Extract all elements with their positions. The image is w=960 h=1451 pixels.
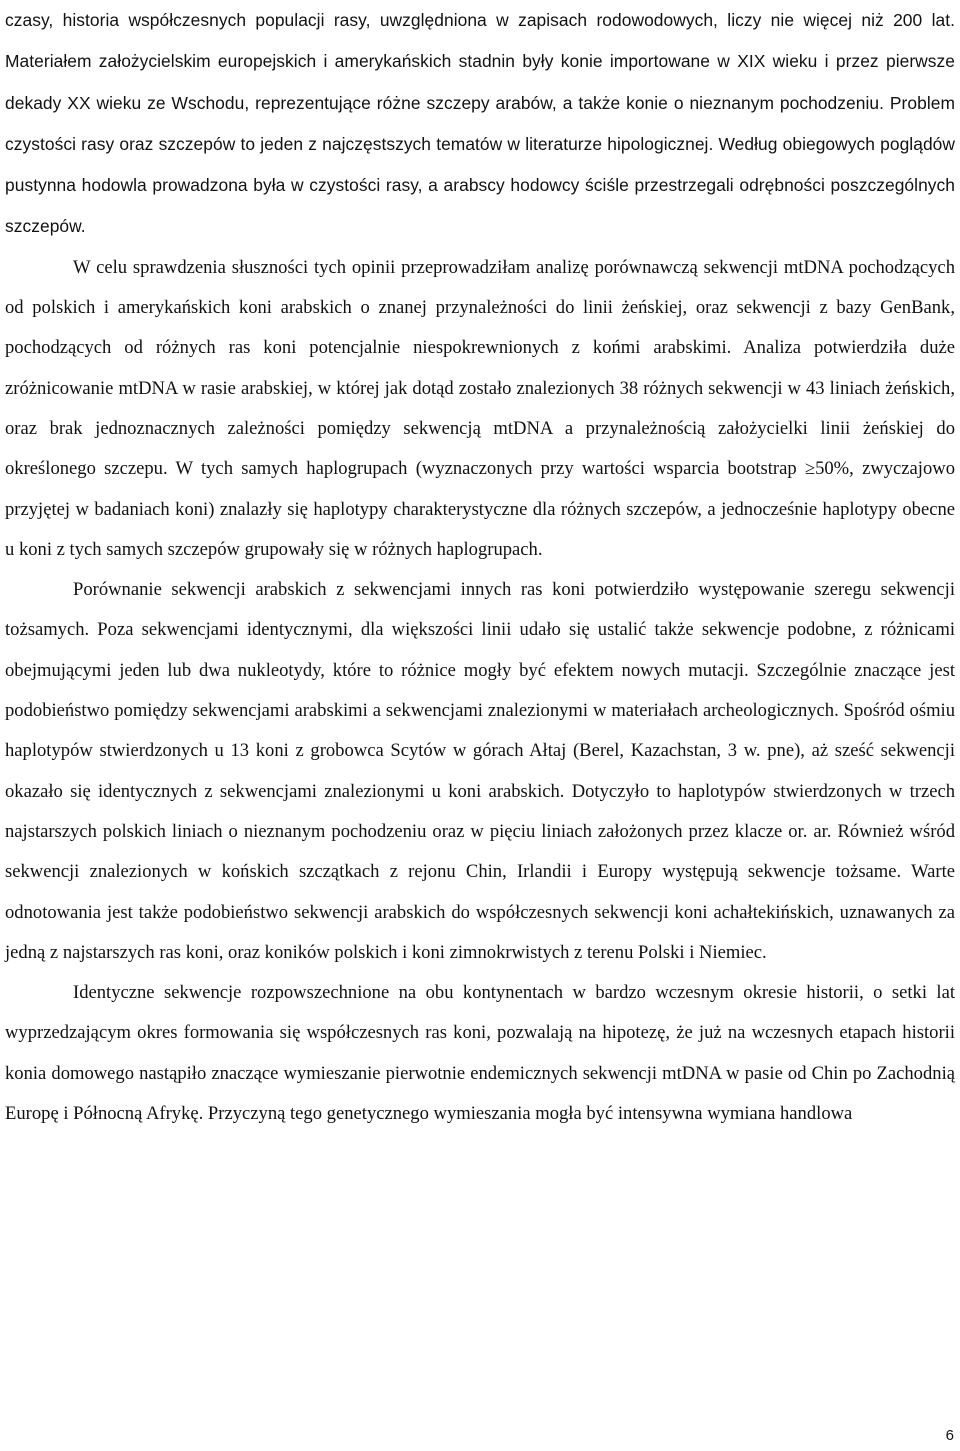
page-number: 6 [945, 1427, 954, 1444]
document-page [5, 0, 955, 1134]
paragraph-4 [5, 973, 955, 1134]
paragraph-1-text: czasy, historia współczesnych populacji rasy, uwzględniona w zapisach rodowodowych, liczy nie więcej niż 200 lat. Materiałem założycielskim europejskich i amerykańskich stadnin były konie importowane w XIX wieku i przez pierwsze dekady XX wieku ze Wschodu, reprezentujące różne szczepy arabów, a także konie o nieznanym pochodzeniu. Problem czystości rasy oraz szczepów to jeden z najczęstszych tematów w literaturze hipologicznej. Według obiegowych poglądów pustynna hodowla prowadzona była w czystości rasy, a arabscy hodowcy ściśle przestrzegali odrębności poszczególnych szczepów. [5, 10, 955, 237]
paragraph-2 [5, 248, 955, 570]
paragraph-2-text: W celu sprawdzenia słuszności tych opinii przeprowadziłam analizę porównawczą sekwencji mtDNA pochodzących od polskich i amerykańskich koni arabskich o znanej przynależności do linii żeńskiej, oraz sekwencji z bazy GenBank, pochodzących od różnych ras koni potencjalnie niespokrewnionych z końmi arabskimi. Analiza potwierdziła duże zróżnicowanie mtDNA w rasie arabskiej, w której jak dotąd zostało znalezionych 38 różnych sekwencji w 43 liniach żeńskich, oraz brak jednoznacznych zależności pomiędzy sekwencją mtDNA a przynależnością założycielki linii żeńskiej do określonego szczepu. W tych samych haplogrupach (wyznaczonych przy wartości wsparcia bootstrap ≥50%, zwyczajowo przyjętej w badaniach koni) znalazły się haplotypy charakterystyczne dla różnych szczepów, a jednocześnie haplotypy obecne u koni z tych samych szczepów grupowały się w różnych haplogrupach. [5, 256, 955, 560]
paragraph-4-text: Identyczne sekwencje rozpowszechnione na obu kontynentach w bardzo wczesnym okresie historii, o setki lat wyprzedzającym okres formowania się współczesnych ras koni, pozwalają na hipotezę, że już na wczesnych etapach historii konia domowego nastąpiło znaczące wymieszanie pierwotnie endemicznych sekwencji mtDNA w pasie od Chin po Zachodnią Europę i Północną Afrykę. Przyczyną tego genetycznego wymieszania mogła być intensywna wymiana handlowa [5, 982, 955, 1125]
paragraph-3 [5, 570, 955, 973]
paragraph-3-text: Porównanie sekwencji arabskich z sekwencjami innych ras koni potwierdziło występowanie szeregu sekwencji tożsamych. Poza sekwencjami identycznymi, dla większości linii udało się ustalić także sekwencje podobne, z różnicami obejmującymi jeden lub dwa nukleotydy, które to różnice mogły być efektem nowych mutacji. Szczególnie znaczące jest podobieństwo pomiędzy sekwencjami arabskimi a sekwencjami znalezionymi w materiałach archeologicznych. Spośród ośmiu haplotypów stwierdzonych u 13 koni z grobowca Scytów w górach Ałtaj (Berel, Kazachstan, 3 w. pne), aż sześć sekwencji okazało się identycznych z sekwencjami znalezionymi u koni arabskich. Dotyczyło to haplotypów stwierdzonych w trzech najstarszych polskich liniach o nieznanym pochodzeniu oraz w pięciu liniach założonych przez klacze or. ar. Również wśród sekwencji znalezionych w końskich szczątkach z rejonu Chin, Irlandii i Europy występują sekwencje tożsame. Warte odnotowania jest także podobieństwo sekwencji arabskich do współczesnych sekwencji koni achałtekińskich, uznawanych za jedną z najstarszych ras koni, oraz koników polskich i koni zimnokrwistych z terenu Polski i Niemiec. [5, 579, 955, 963]
paragraph-1 [5, 0, 955, 248]
